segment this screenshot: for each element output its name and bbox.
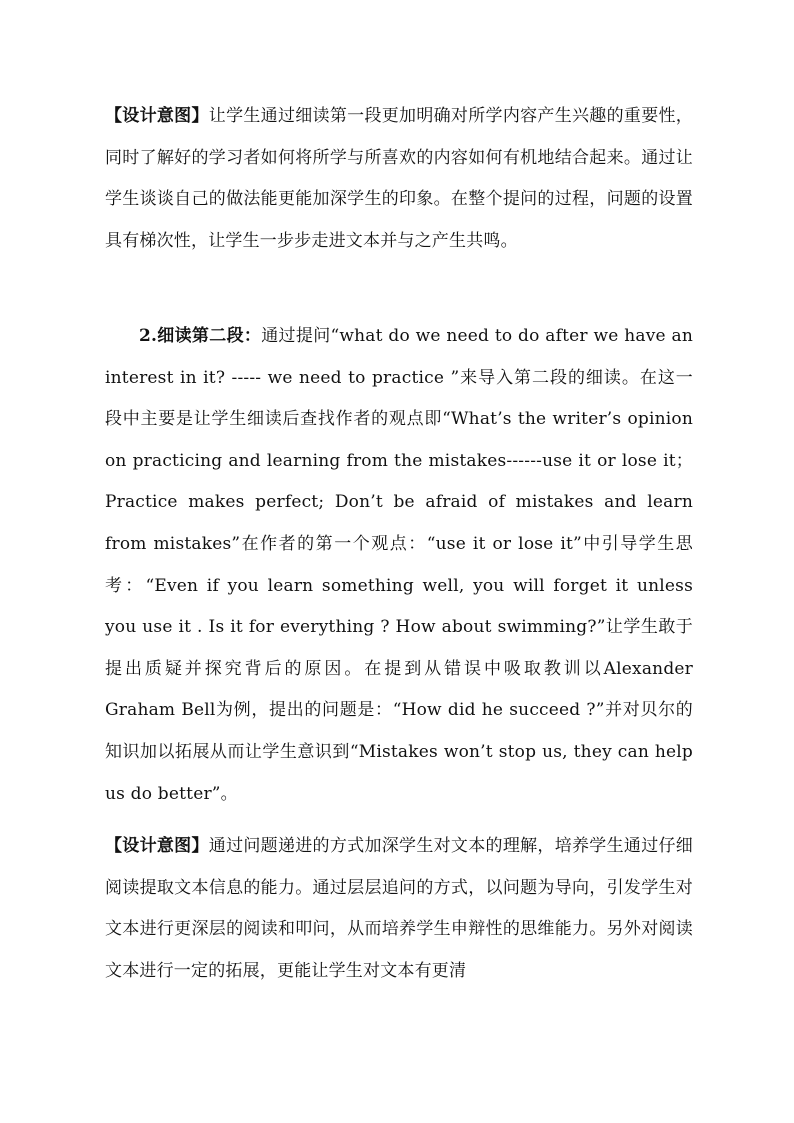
design-intent-label: 【设计意图】: [105, 836, 209, 856]
design-intent-text: 让学生通过细读第一段更加明确对所学内容产生兴趣的重要性，同时了解好的学习者如何将所学与所喜欢的内容如何有机地结合起来。通过让学生谈谈自己的做法能更能加深学生的印象。在整个提问的过程，问题的设置具有梯次性，让学生一步步走进文本并与之产生共鸣。: [105, 106, 693, 251]
section-label: 2.细读第二段：: [139, 326, 262, 346]
section-text: 通过提问“what do we need to do after we have an interest in it? ----- we need to practice ”来导入第二段的细读。在这一段中主要是让学生细读后查找作者的观点即“What’s the writer’s opinion on practicing and learning from the mistakes------use it or lose it；Practice makes perfect; Don’t be afraid of mistakes and learn from mistakes”在作者的第一个观点：“use it or lose it”中引导学生思考：“Even if you learn something well, you will forget it unless you use it . Is it for everything ? How about swimming?”让学生敢于提出质疑并探究背后的原因。在提到从错误中吸取教训以Alexander Graham Bell为例，提出的问题是：“How did he succeed ?”并对贝尔的知识加以拓展从而让学生意识到“Mistakes won’t stop us, they can help us do better”。: [105, 326, 693, 804]
design-intent-label: 【设计意图】: [105, 106, 209, 126]
design-intent-paragraph-2: [105, 826, 693, 992]
design-intent-paragraph-1: [105, 96, 693, 262]
close-reading-paragraph-2: [105, 316, 693, 815]
design-intent-text: 通过问题递进的方式加深学生对文本的理解，培养学生通过仔细阅读提取文本信息的能力。通过层层追问的方式，以问题为导向，引发学生对文本进行更深层的阅读和叩问，从而培养学生申辩性的思维能力。另外对阅读文本进行一定的拓展，更能让学生对文本有更清: [105, 836, 693, 981]
